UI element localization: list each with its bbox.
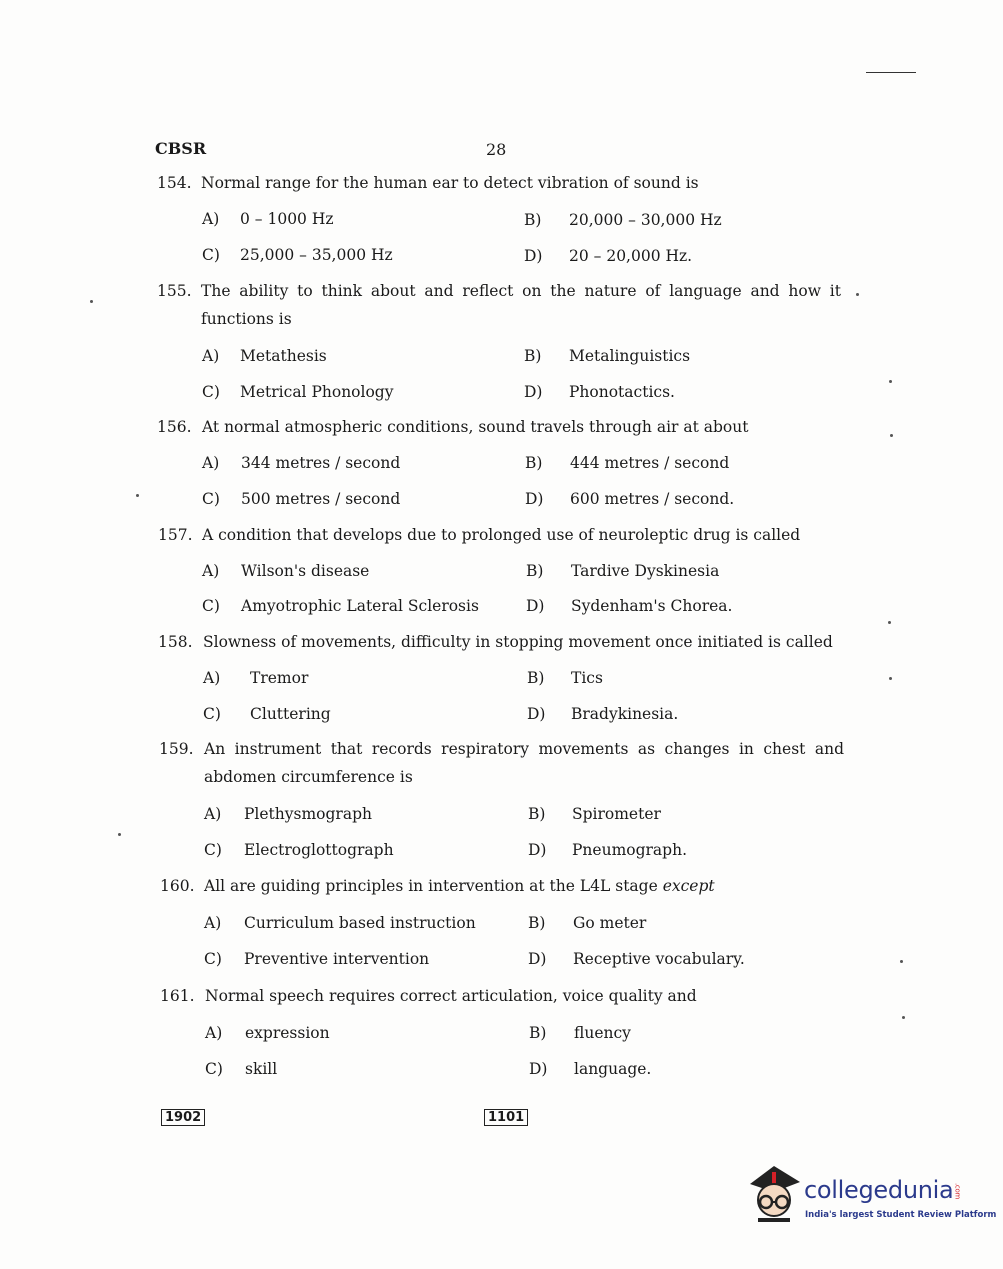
question-text bbox=[204, 872, 844, 900]
question-number: 157. bbox=[158, 526, 193, 544]
question-text: The ability to think about and reflect on the nature of language and how it functions is bbox=[201, 282, 841, 328]
option-a-label: A) bbox=[202, 562, 220, 580]
paper-code: CBSR bbox=[155, 139, 207, 158]
option-d-text: Pneumograph. bbox=[572, 841, 688, 859]
question-text: An instrument that records respiratory movements as changes in chest and abdomen circumference is bbox=[204, 740, 844, 786]
option-b-label: B) bbox=[527, 669, 545, 687]
question-text: At normal atmospheric conditions, sound travels through air at about bbox=[202, 418, 749, 436]
option-c-label: C) bbox=[202, 383, 220, 401]
option-c-label: C) bbox=[202, 246, 220, 264]
option-b-label: B) bbox=[525, 454, 543, 472]
option-a-label: A) bbox=[203, 669, 221, 687]
option-c-label: C) bbox=[204, 841, 222, 859]
brand-tagline: India's largest Student Review Platform bbox=[805, 1210, 997, 1220]
question-text-emphasis: except bbox=[662, 877, 715, 895]
brand-name bbox=[804, 1176, 961, 1204]
brand-suffix: .com bbox=[953, 1183, 962, 1199]
scan-speck bbox=[856, 293, 859, 296]
option-b-text: Tardive Dyskinesia bbox=[571, 562, 720, 580]
scan-speck bbox=[888, 621, 891, 624]
question-text: Normal range for the human ear to detect vibration of sound is bbox=[201, 174, 699, 192]
option-d-text: 20 – 20,000 Hz. bbox=[569, 247, 693, 265]
option-a-label: A) bbox=[202, 347, 220, 365]
option-a-text: Curriculum based instruction bbox=[244, 914, 476, 932]
option-a-text: 0 – 1000 Hz bbox=[240, 210, 334, 228]
option-b-text: Spirometer bbox=[572, 805, 661, 823]
option-c-text: Metrical Phonology bbox=[240, 383, 394, 401]
option-c-label: C) bbox=[202, 490, 220, 508]
option-d-label: D) bbox=[524, 247, 543, 265]
option-b-text: Go meter bbox=[573, 914, 647, 932]
option-d-text: Bradykinesia. bbox=[571, 705, 679, 723]
option-d-label: D) bbox=[527, 705, 546, 723]
option-c-label: C) bbox=[203, 705, 221, 723]
option-c-text: 500 metres / second bbox=[241, 490, 401, 508]
option-a-text: Plethysmograph bbox=[244, 805, 372, 823]
option-b-text: fluency bbox=[574, 1024, 631, 1042]
option-a-label: A) bbox=[202, 210, 220, 228]
option-a-text: Tremor bbox=[250, 669, 309, 687]
option-c-text: Amyotrophic Lateral Sclerosis bbox=[241, 597, 479, 615]
question-number: 161. bbox=[160, 987, 195, 1005]
option-a-label: A) bbox=[202, 454, 220, 472]
question-text: Normal speech requires correct articulation, voice quality and bbox=[205, 987, 697, 1005]
option-d-text: Sydenham's Chorea. bbox=[571, 597, 733, 615]
option-b-label: B) bbox=[526, 562, 544, 580]
scan-speck bbox=[136, 494, 139, 497]
scan-speck bbox=[889, 380, 892, 383]
page-number: 28 bbox=[486, 140, 507, 159]
option-c-text: Cluttering bbox=[250, 705, 331, 723]
option-a-text: Wilson's disease bbox=[241, 562, 370, 580]
footer-code-left: 1902 bbox=[161, 1109, 205, 1126]
option-d-label: D) bbox=[524, 383, 543, 401]
scan-speck bbox=[902, 1016, 905, 1019]
option-b-text: Tics bbox=[571, 669, 603, 687]
question-number: 156. bbox=[157, 418, 192, 436]
question-number: 154. bbox=[157, 174, 192, 192]
question-number: 159. bbox=[159, 740, 194, 758]
option-b-label: B) bbox=[529, 1024, 547, 1042]
option-a-text: 344 metres / second bbox=[241, 454, 401, 472]
top-rule bbox=[866, 72, 916, 73]
option-b-label: B) bbox=[528, 805, 546, 823]
option-d-label: D) bbox=[526, 597, 545, 615]
collegedunia-watermark bbox=[744, 1162, 997, 1232]
question-text: Slowness of movements, difficulty in stopping movement once initiated is called bbox=[203, 633, 833, 651]
option-c-label: C) bbox=[205, 1060, 223, 1078]
option-a-text: expression bbox=[245, 1024, 330, 1042]
option-d-label: D) bbox=[529, 1060, 548, 1078]
option-c-label: C) bbox=[202, 597, 220, 615]
option-a-label: A) bbox=[204, 914, 222, 932]
option-c-text: 25,000 – 35,000 Hz bbox=[240, 246, 393, 264]
option-b-text: 20,000 – 30,000 Hz bbox=[569, 211, 722, 229]
scan-speck bbox=[900, 960, 903, 963]
footer-code-center: 1101 bbox=[484, 1109, 528, 1126]
question-number: 158. bbox=[158, 633, 193, 651]
option-a-label: A) bbox=[205, 1024, 223, 1042]
question-text-main: All are guiding principles in intervention at the L4L stage bbox=[204, 877, 658, 895]
option-c-text: Electroglottograph bbox=[244, 841, 394, 859]
option-a-text: Metathesis bbox=[240, 347, 327, 365]
option-b-text: Metalinguistics bbox=[569, 347, 691, 365]
option-c-label: C) bbox=[204, 950, 222, 968]
question-number: 160. bbox=[160, 877, 195, 895]
mascot-logo-icon bbox=[744, 1162, 804, 1224]
scan-speck bbox=[889, 677, 892, 680]
option-c-text: skill bbox=[245, 1060, 278, 1078]
option-d-label: D) bbox=[528, 950, 547, 968]
option-d-text: Phonotactics. bbox=[569, 383, 675, 401]
question-number: 155. bbox=[157, 282, 192, 300]
option-d-text: language. bbox=[574, 1060, 652, 1078]
option-b-label: B) bbox=[528, 914, 546, 932]
option-b-label: B) bbox=[524, 211, 542, 229]
question-text: A condition that develops due to prolonged use of neuroleptic drug is called bbox=[202, 526, 801, 544]
option-b-text: 444 metres / second bbox=[570, 454, 730, 472]
option-c-text: Preventive intervention bbox=[244, 950, 430, 968]
scan-speck bbox=[90, 300, 93, 303]
option-d-text: 600 metres / second. bbox=[570, 490, 735, 508]
option-d-label: D) bbox=[525, 490, 544, 508]
option-d-label: D) bbox=[528, 841, 547, 859]
option-a-label: A) bbox=[204, 805, 222, 823]
scan-speck bbox=[118, 833, 121, 836]
scan-speck bbox=[890, 434, 893, 437]
option-b-label: B) bbox=[524, 347, 542, 365]
brand-name-text: collegedunia bbox=[804, 1176, 954, 1204]
option-d-text: Receptive vocabulary. bbox=[573, 950, 745, 968]
